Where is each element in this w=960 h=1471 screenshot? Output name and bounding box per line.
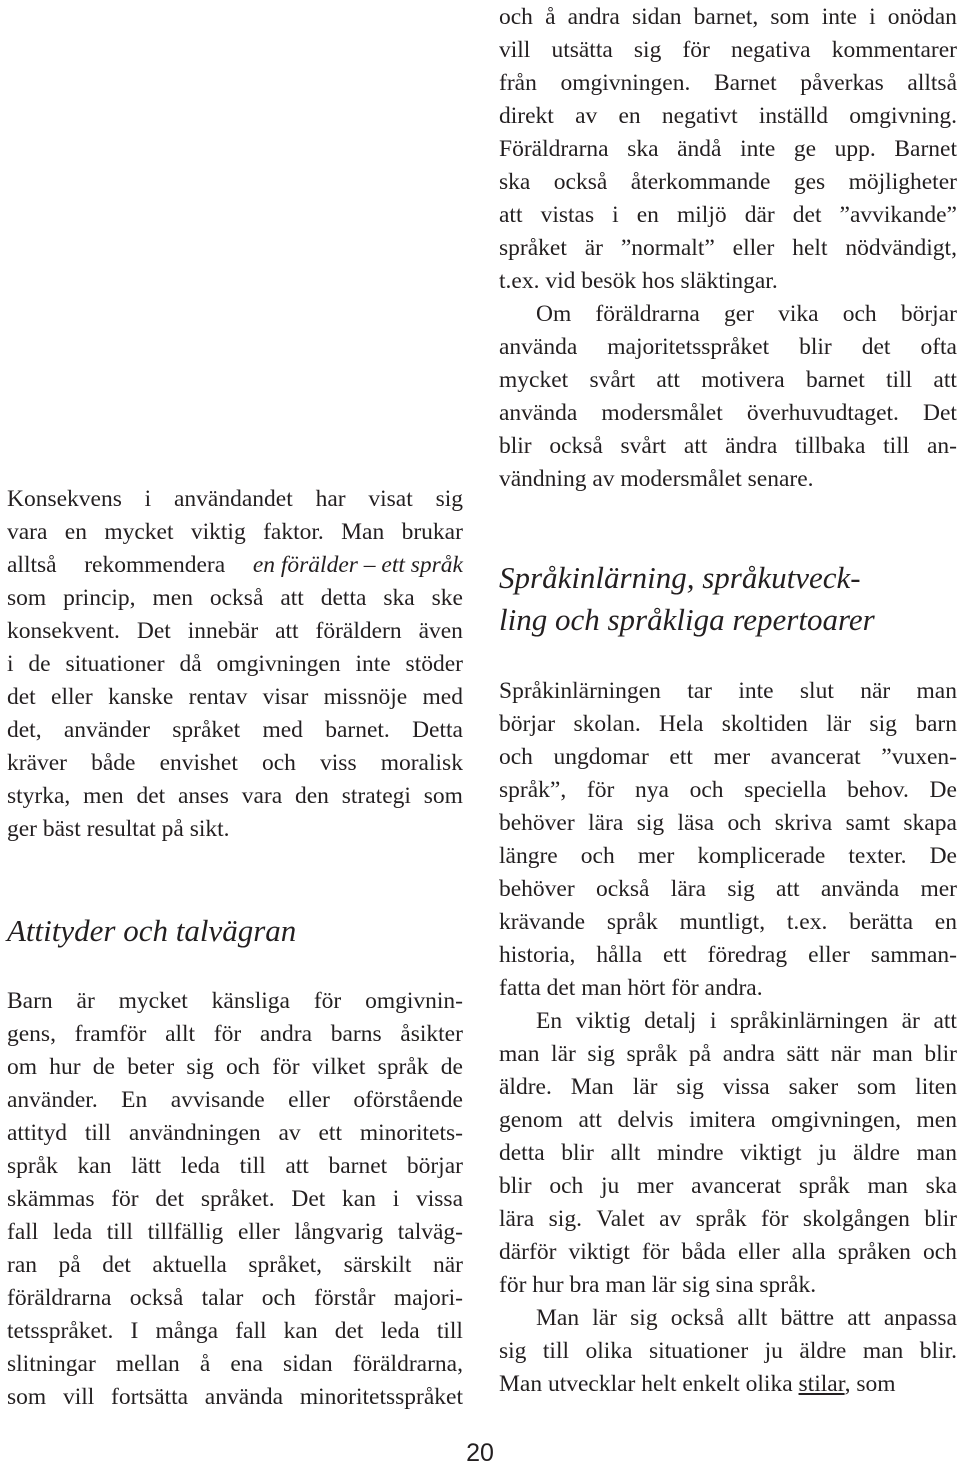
text-line: Föräldrarna ska ändå inte ge upp. Barnet xyxy=(499,136,957,162)
text-line: som princip, men också att detta ska ske xyxy=(7,585,463,611)
section-heading: Attityder och talvägran xyxy=(7,913,297,948)
text-line: blir också svårt att ändra tillbaka till an- xyxy=(499,433,957,459)
underlined-word: stilar xyxy=(798,1371,845,1397)
text-line: äldre. Man lär sig vissa saker som liten xyxy=(499,1074,957,1100)
text-line: genom att delvis imitera omgivningen, men xyxy=(499,1107,957,1133)
text-line: historia, hålla ett föredrag eller samman- xyxy=(499,942,957,968)
text-line: blir och ju mer avancerat språk man ska xyxy=(499,1173,957,1199)
text-line: t.ex. vid besök hos släktingar. xyxy=(499,268,778,294)
text-line: fatta det man hört för andra. xyxy=(499,975,763,1001)
text-line: använder. En avvisande eller oförstående xyxy=(7,1087,463,1113)
page-number: 20 xyxy=(466,1439,494,1467)
text-line: Språkinlärningen tar inte slut när man xyxy=(499,678,957,704)
text-line: språk kan lätt leda till att barnet börjar xyxy=(7,1153,463,1179)
text-line: börjar skolan. Hela skoltiden lär sig barn xyxy=(499,711,957,737)
text-line: styrka, men det anses vara den strategi som xyxy=(7,783,463,809)
text-line: tetsspråket. I många fall kan det leda till xyxy=(7,1318,463,1344)
text-line: ska också återkommande ges möjligheter xyxy=(499,169,957,195)
text-line: längre och mer komplicerade texter. De xyxy=(499,843,957,869)
text-line: alltså rekommendera en förälder – ett språk xyxy=(7,552,463,578)
text-line: attityd till användningen av ett minoritets- xyxy=(7,1120,463,1146)
text-line: använda majoritetsspråket blir det ofta xyxy=(499,334,957,360)
text-line: behöver också lära sig att använda mer xyxy=(499,876,957,902)
text-line: om hur de beter sig och för vilket språk de xyxy=(7,1054,463,1080)
text-line: slitningar mellan å ena sidan föräldrarna, xyxy=(7,1351,463,1377)
text-line: använda modersmålet överhuvudtaget. Det xyxy=(499,400,957,426)
text-line: lära sig. Valet av språk för skolgången blir xyxy=(499,1206,957,1232)
text-line: språk”, för nya och speciella behov. De xyxy=(499,777,957,803)
text-line: ger bäst resultat på sikt. xyxy=(7,816,230,842)
text-line: fall leda till tillfällig eller långvarig talväg- xyxy=(7,1219,463,1245)
text-line: Barn är mycket känsliga för omgivnin- xyxy=(7,988,463,1014)
text-line: Om föräldrarna ger vika och börjar xyxy=(536,301,957,327)
text-line: ran på det aktuella språket, särskilt när xyxy=(7,1252,463,1278)
text-line: det, använder språket med barnet. Detta xyxy=(7,717,463,743)
text-line: krävande språk muntligt, t.ex. berätta en xyxy=(499,909,957,935)
text-line: Man utvecklar helt enkelt olika stilar, som xyxy=(499,1371,896,1397)
text-line: det eller kanske rentav visar missnöje med xyxy=(7,684,463,710)
text-line: i de situationer då omgivningen inte stöder xyxy=(7,651,463,677)
text-line: vill utsätta sig för negativa kommentarer xyxy=(499,37,957,63)
text-line: därför viktigt för båda eller alla språken och xyxy=(499,1239,957,1265)
text-line: Konsekvens i användandet har visat sig xyxy=(7,486,463,512)
text-line: konsekvent. Det innebär att föräldern även xyxy=(7,618,463,644)
text-line: man lär sig språk på andra sätt när man blir xyxy=(499,1041,957,1067)
text-line: att vistas i en miljö där det ”avvikande” xyxy=(499,202,957,228)
text-line: direkt av en negativt inställd omgivning. xyxy=(499,103,957,129)
section-heading-line-1: Språkinlärning, språkutveck- xyxy=(499,560,861,595)
text-line: språket är ”normalt” eller helt nödvändigt, xyxy=(499,235,957,261)
text-line: Man lär sig också allt bättre att anpassa xyxy=(536,1305,957,1331)
section-heading-line-2: ling och språkliga repertoarer xyxy=(499,602,875,637)
text-line: vändning av modersmålet senare. xyxy=(499,466,814,492)
text-line: som vill fortsätta använda minoritetsspråket xyxy=(7,1384,463,1410)
text-line: En viktig detalj i språkinlärningen är att xyxy=(536,1008,957,1034)
text-line: behöver lära sig läsa och skriva samt skapa xyxy=(499,810,957,836)
text-line: föräldrarna också talar och förstår majori- xyxy=(7,1285,463,1311)
text-line: sig till olika situationer ju äldre man blir. xyxy=(499,1338,957,1364)
text-line: kräver både envishet och viss moralisk xyxy=(7,750,463,776)
text-line: och å andra sidan barnet, som inte i onödan xyxy=(499,4,957,30)
text-line: skämmas för det språket. Det kan i vissa xyxy=(7,1186,463,1212)
text-line: gens, framför allt för andra barns åsikter xyxy=(7,1021,463,1047)
text-line: från omgivningen. Barnet påverkas alltså xyxy=(499,70,957,96)
text-line: mycket svårt att motivera barnet till att xyxy=(499,367,957,393)
text-line: och ungdomar ett mer avancerat ”vuxen- xyxy=(499,744,957,770)
emphasis-phrase: en förälder – ett språk xyxy=(252,552,463,578)
text-line: vara en mycket viktig faktor. Man brukar xyxy=(7,519,463,545)
text-line: detta blir allt mindre viktigt ju äldre man xyxy=(499,1140,957,1166)
text-line: för hur bra man lär sig sina språk. xyxy=(499,1272,817,1298)
